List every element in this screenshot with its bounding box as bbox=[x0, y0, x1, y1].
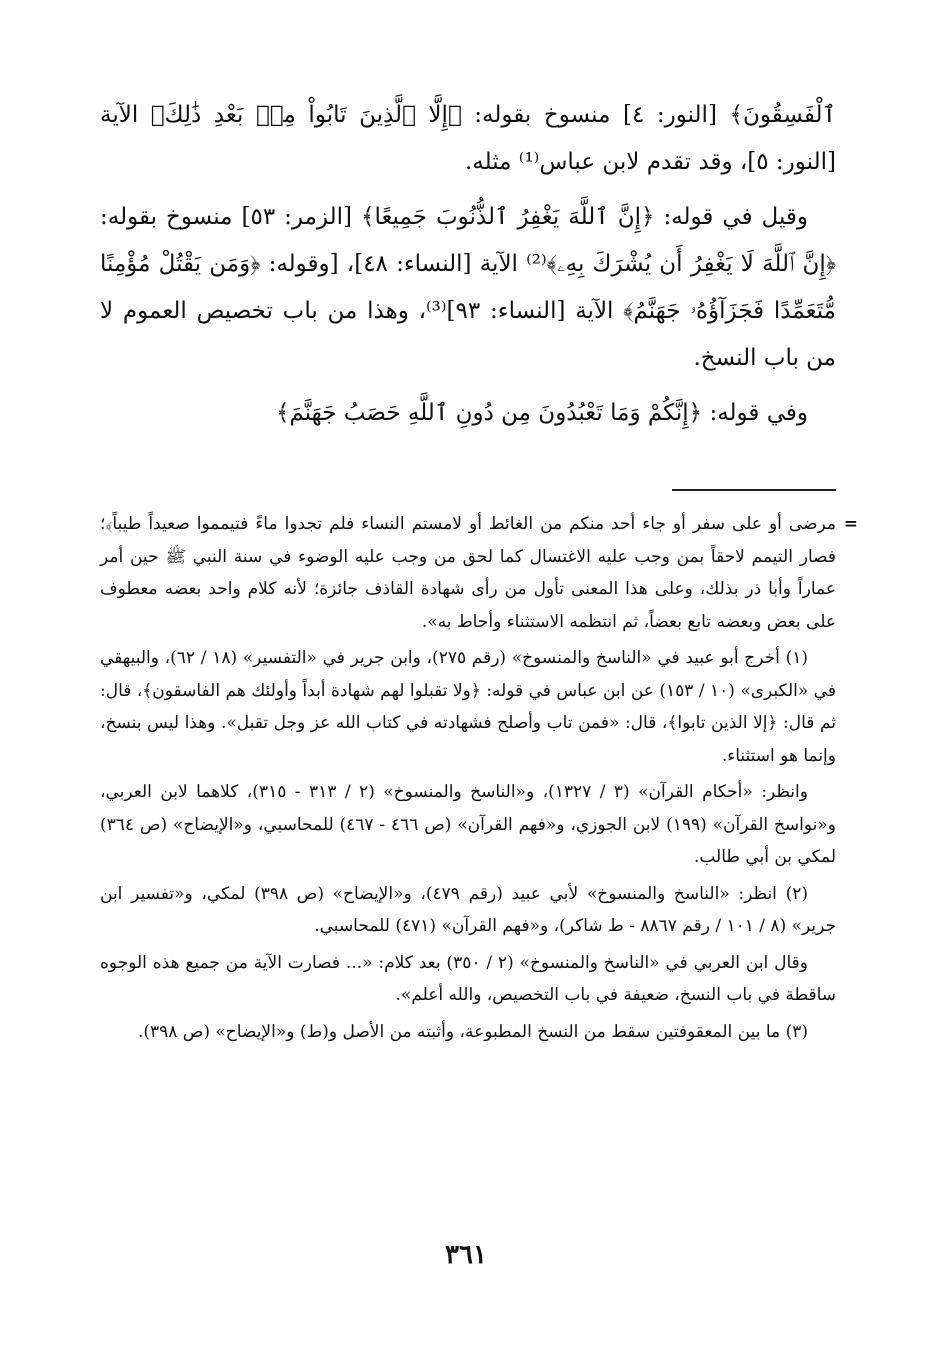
footnotes bbox=[100, 508, 858, 1052]
footnote-1-see-also: وانظر: «أحكام القرآن» (٣ / ١٣٢٧)، و«الناسخ والمنسوخ» (٢ / ٣١٣ - ٣١٥)، كلاهما لابن العربي، و«نواسخ القرآن» (١٩٩) لابن الجوزي، و«فهم القرآن» (ص ٤٦٦ - ٤٦٧) للمحاسبي، و«الإيضاح» (ص ٣٦٤) لمكي بن أبي طالب. bbox=[100, 782, 837, 867]
footnote-1: (١) أخرج أبو عبيد في «الناسخ والمنسوخ» (رقم ٢٧٥)، وابن جرير في «التفسير» (١٨ / ٦٢)، والبيهقي في «الكبرى» (١٠ / ١٥٣) عن ابن عباس في قوله: ﴿ولا تقبلوا لهم شهادة أبداً وأولئك هم الفاسقون﴾، قال: ثم قال: ﴿إلا الذين تابوا﴾، قال: «فمن تاب وأصلح فشهادته في كتاب الله عز وجل تقبل». وهذا ليس بنسخ، وإنما هو استثناء. bbox=[100, 648, 836, 766]
footnote-continuation bbox=[100, 508, 858, 638]
footnote-continuation-text: مرضى أو على سفر أو جاء أحد منكم من الغائط أو لامستم النساء فلم تجدوا ماءً فتيمموا صعيداً طيباً﴾؛ فصار التيمم لاحقاً بمن وجب عليه الاغتسال كما لحق من وجب عليه الوضوء في سنة النبي ﷺ حين أمر عماراً وأبا ذر بذلك، وعلى هذا المعنى تأول من رأى شهادة القاذف جائزة؛ لأنه كلام واحد بعضه معطوف على بعض وبعضه تابع بعضاً، ثم انتظمه الاستثناء وأحاط به». bbox=[100, 514, 836, 632]
main-paragraph-2: وقيل في قوله: ﴿إِنَّ ٱللَّهَ يَغْفِرُ ٱلذُّنُوبَ جَمِيعًا﴾ [الزمر: ٥٣] منسوخ بقوله: ﴿إِنَّ ٱللَّهَ لَا يَغْفِرُ أَن يُشْرَكَ بِهِۦ﴾⁽²⁾ الآية [النساء: ٤٨]، [وقوله: ﴿وَمَن يَقْتُلْ مُؤْمِنًا مُّتَعَمِّدًا فَجَزَآؤُهُۥ جَهَنَّمُ﴾ الآية [النساء: ٩٣]⁽³⁾، وهذا من باب تخصيص العموم لا من باب النسخ. bbox=[100, 204, 836, 371]
footnote-2-quote: وقال ابن العربي في «الناسخ والمنسوخ» (٢ / ٣٥٠) بعد كلام: «... فصارت الآية من جميع هذه الوجوه ساقطة في باب النسخ، ضعيفة في باب التخصيص، والله أعلم». bbox=[100, 952, 836, 1005]
footnote-3: (٣) ما بين المعقوفتين سقط من النسخ المطبوعة، وأثبته من الأصل و(ط) و«الإيضاح» (ص ٣٩٨). bbox=[137, 1021, 808, 1042]
footnote-separator bbox=[672, 489, 836, 491]
main-paragraph-3: وفي قوله: ﴿إِنَّكُمْ وَمَا تَعْبُدُونَ مِن دُونِ ٱللَّهِ حَصَبُ جَهَنَّمَ﴾ bbox=[275, 400, 808, 426]
main-text bbox=[100, 92, 836, 445]
continuation-mark: = bbox=[843, 514, 858, 534]
footnote-2: (٢) انظر: «الناسخ والمنسوخ» لأبي عبيد (رقم ٤٧٩)، و«الإيضاح» (ص ٣٩٨) لمكي، و«تفسير ابن جرير» (٨ / ١٠١ / رقم ٨٨٦٧ - ط شاكر)، و«فهم القرآن» (٤٧١) للمحاسبي. bbox=[100, 883, 836, 936]
page-number: ٣٦١ bbox=[445, 1240, 487, 1270]
main-paragraph-1: ٱلْفَسِقُونَ﴾ [النور: ٤] منسوخ بقوله: ﴿إِلَّا ٱلَّذِينَ تَابُواْ مِنۢ بَعْدِ ذَٰلِكَ﴾ الآية [النور: ٥]، وقد تقدم لابن عباس⁽¹⁾ مثله. bbox=[100, 102, 836, 175]
